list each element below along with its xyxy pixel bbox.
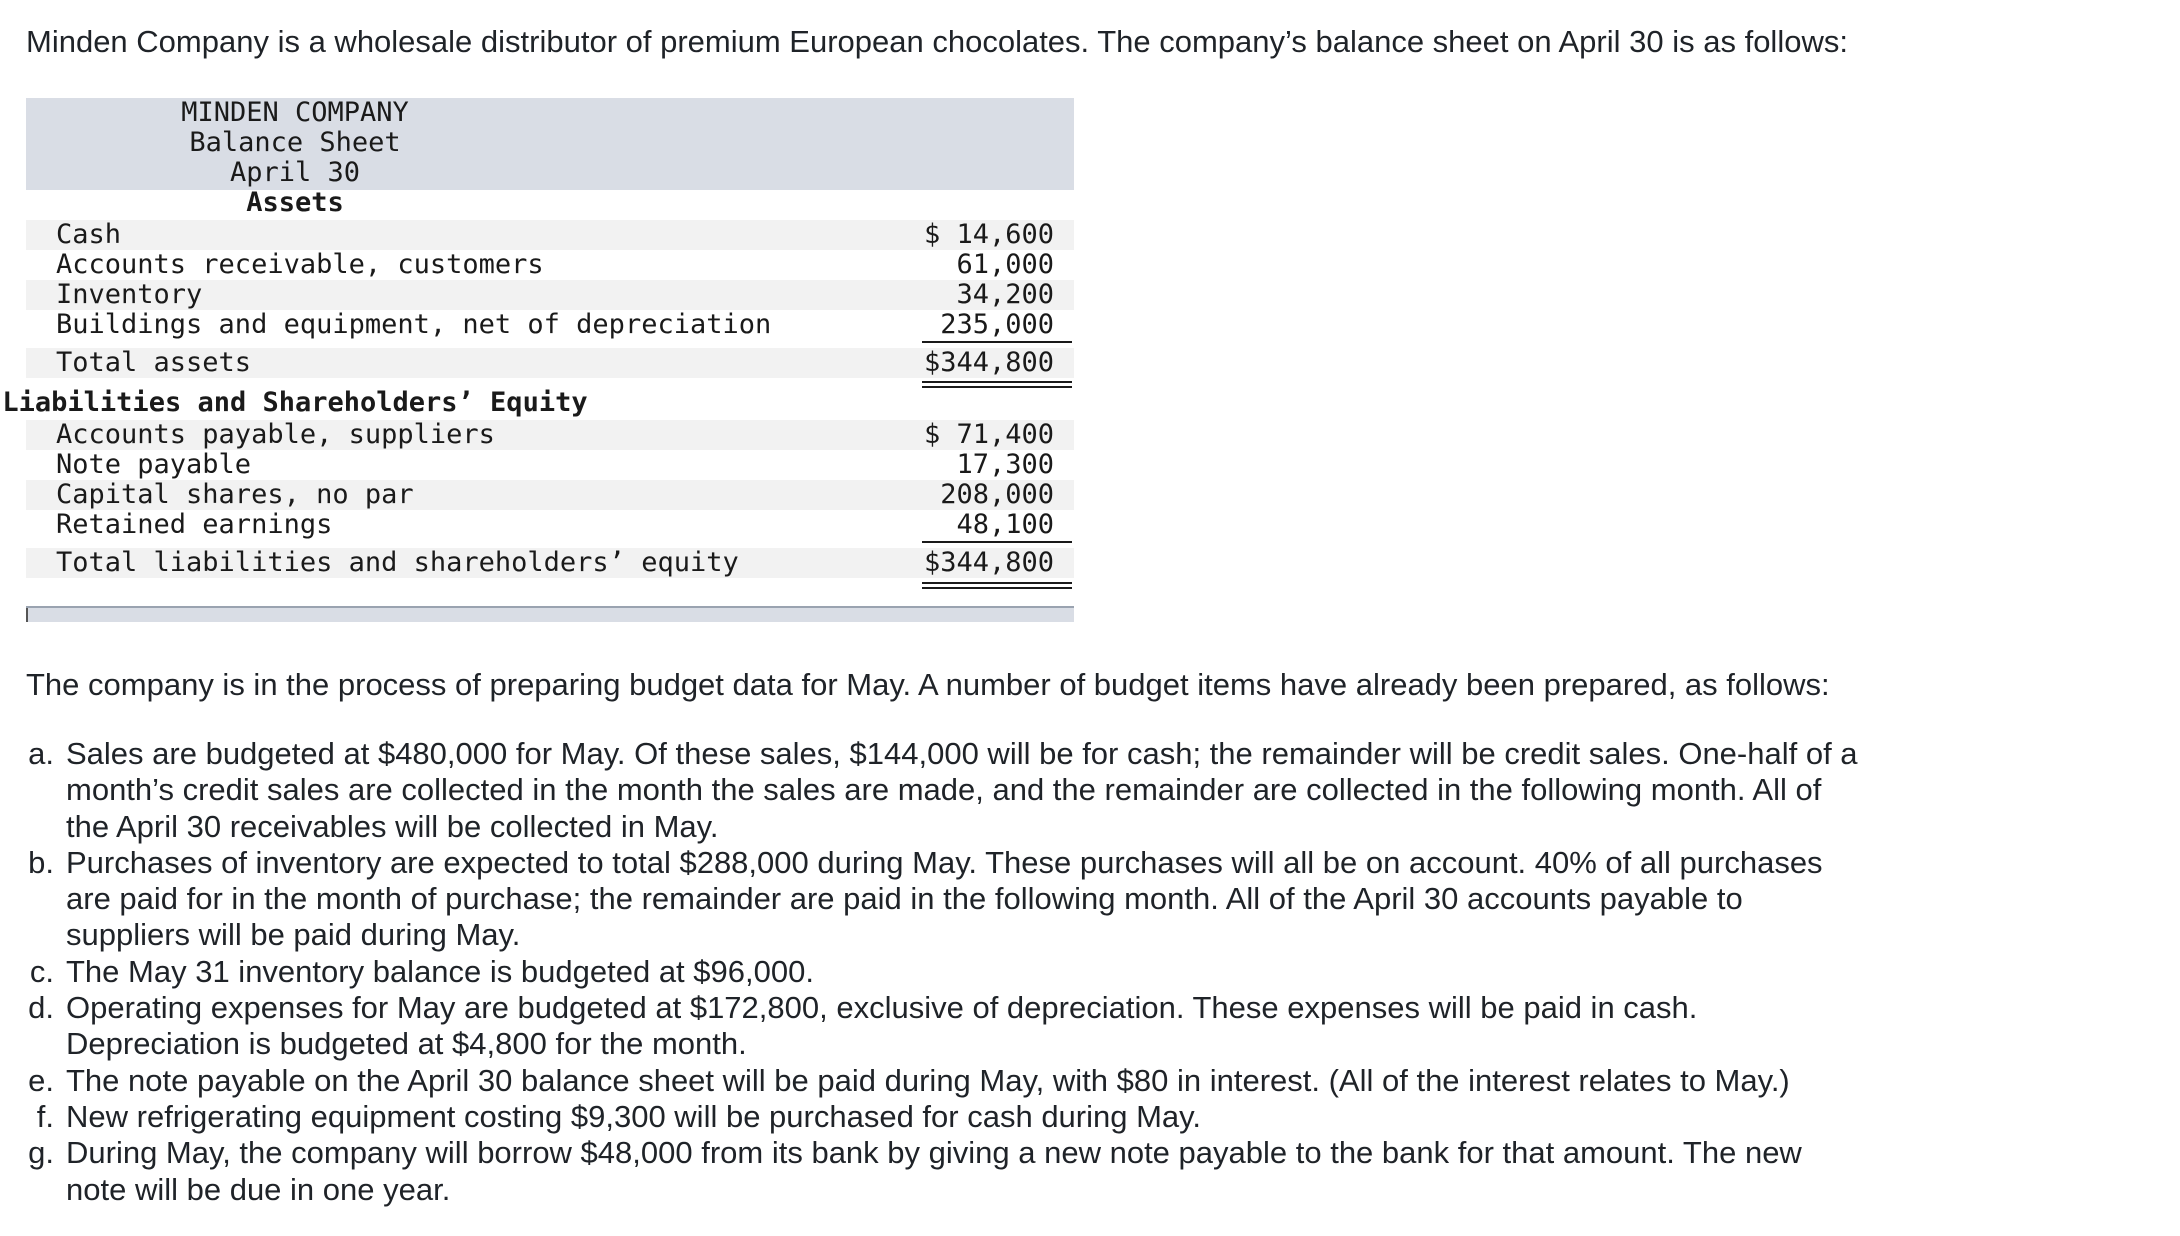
item-line: The May 31 inventory balance is budgeted at $96,000. (66, 953, 814, 989)
item-line: suppliers will be paid during May. (66, 917, 521, 953)
row-label: Note payable (56, 449, 252, 480)
item-marker: e. (28, 1062, 54, 1098)
list-item (0, 1135, 1858, 1208)
table-row (26, 280, 1074, 310)
row-amount: 48,100 (956, 509, 1054, 540)
total-assets-amount: $344,800 (923, 347, 1054, 378)
subtotal-rule (922, 341, 1072, 343)
item-line: During May, the company will borrow $48,000 from its bank by giving a new note payable to the bank for that amount. The new (66, 1135, 1802, 1171)
row-amount: 61,000 (956, 249, 1054, 280)
item-marker: f. (36, 1098, 54, 1134)
item-line: the April 30 receivables will be collected in May. (66, 808, 719, 844)
table-footer (26, 606, 1074, 622)
list-item (0, 1063, 1858, 1099)
row-amount: $ 14,600 (923, 219, 1054, 250)
row-label: Cash (56, 219, 122, 250)
list-item (0, 1099, 1858, 1135)
total-double-rule (922, 582, 1072, 589)
total-liabilities-label: Total liabilities and shareholders’ equity (56, 547, 739, 578)
item-line: note will be due in one year. (66, 1171, 451, 1207)
item-line: Purchases of inventory are expected to total $288,000 during May. These purchases will all be on account. 40% of all purchases (66, 844, 1823, 880)
item-line: Sales are budgeted at $480,000 for May. Of these sales, $144,000 will be for cash; the remainder will be credit sales. One-half of a (66, 736, 1858, 771)
total-liabilities-amount: $344,800 (923, 547, 1054, 578)
total-row (26, 348, 1074, 378)
liabilities-heading: Liabilities and Shareholders’ Equity (2, 387, 588, 418)
row-amount: 17,300 (956, 449, 1054, 480)
item-marker: c. (29, 953, 54, 989)
row-amount: 235,000 (940, 309, 1054, 340)
list-item (0, 990, 1858, 1063)
row-amount: 34,200 (956, 279, 1054, 310)
table-row (26, 250, 1074, 280)
table-row (26, 480, 1074, 510)
item-line: are paid for in the month of purchase; the remainder are paid in the following month. All of the April 30 accounts payable to (66, 881, 1743, 917)
row-amount: 208,000 (940, 479, 1054, 510)
budget-intro-paragraph: The company is in the process of preparing budget data for May. A number of budget items have already been prepared, as follows: (26, 667, 1830, 702)
item-line: The note payable on the April 30 balance sheet will be paid during May, with $80 in interest. (All of the interest relates to May.) (66, 1062, 1790, 1098)
item-marker: b. (28, 844, 54, 880)
item-line: Depreciation is budgeted at $4,800 for the month. (66, 1026, 747, 1062)
budget-items-list (0, 736, 1858, 1208)
company-name: MINDEN COMPANY (181, 97, 409, 128)
list-item (0, 736, 1858, 845)
intro-paragraph: Minden Company is a wholesale distributor of premium European chocolates. The company’s balance sheet on April 30 is as follows: (26, 24, 1848, 59)
list-item (0, 845, 1858, 954)
item-line: Operating expenses for May are budgeted at $172,800, exclusive of depreciation. These expenses will be paid in cash. (66, 990, 1698, 1026)
statement-date: April 30 (229, 157, 361, 188)
table-row (26, 310, 1074, 340)
row-label: Capital shares, no par (56, 479, 414, 510)
total-assets-label: Total assets (56, 347, 252, 378)
table-row (26, 450, 1074, 480)
table-row (26, 420, 1074, 450)
table-row (26, 510, 1074, 540)
assets-heading: Assets (246, 187, 344, 218)
statement-title: Balance Sheet (189, 127, 401, 158)
row-amount: $ 71,400 (923, 419, 1054, 450)
total-row (26, 548, 1074, 578)
total-double-rule (922, 381, 1072, 388)
row-label: Buildings and equipment, net of depreciation (56, 309, 772, 340)
item-line: New refrigerating equipment costing $9,300 will be purchased for cash during May. (66, 1098, 1201, 1134)
item-marker: d. (28, 990, 54, 1026)
footer-edge (26, 608, 28, 622)
item-marker: a. (28, 736, 54, 771)
item-line: month’s credit sales are collected in the month the sales are made, and the remainder are collected in the following month. All of (66, 772, 1822, 808)
row-label: Accounts receivable, customers (56, 249, 544, 280)
balance-sheet-table (2, 97, 1074, 578)
row-label: Inventory (56, 279, 203, 310)
list-item (0, 954, 1858, 990)
table-row (26, 220, 1074, 250)
row-label: Accounts payable, suppliers (56, 419, 495, 450)
subtotal-rule (922, 541, 1072, 543)
item-marker: g. (28, 1135, 54, 1171)
row-label: Retained earnings (56, 509, 333, 540)
